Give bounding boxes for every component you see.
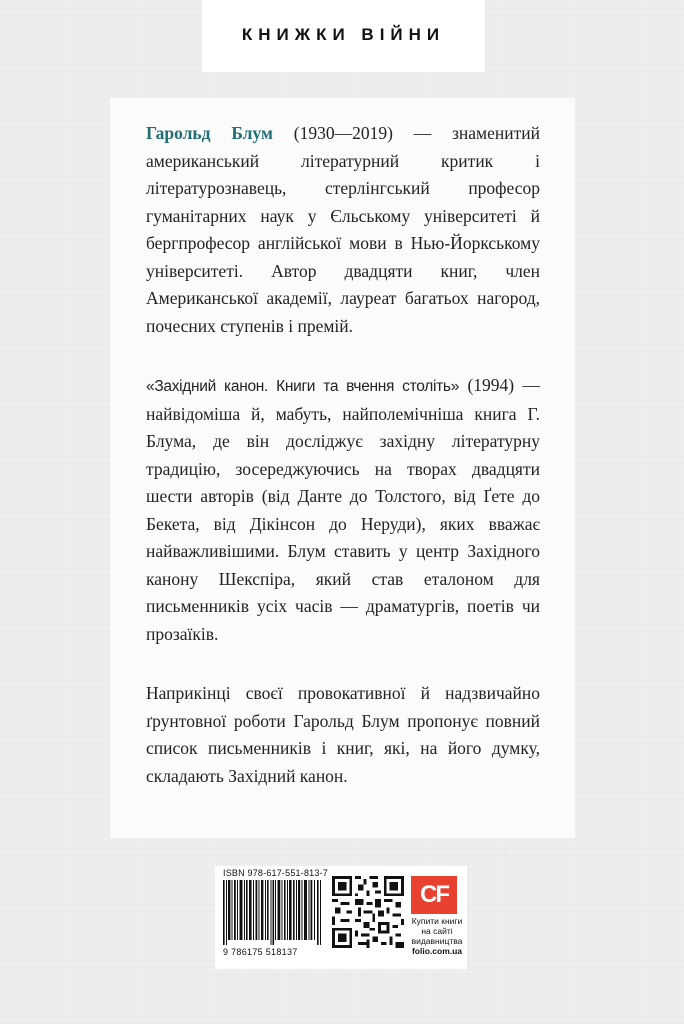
buy-line-1: Купити книги: [411, 916, 463, 926]
author-name: Гарольд Блум: [146, 123, 273, 143]
isbn-label: ISBN 978-617-551-813-7: [223, 868, 328, 878]
book-title: «Західний канон. Книги та вчення століть»: [146, 378, 460, 395]
buy-note: [408, 916, 466, 956]
publisher-site-link[interactable]: folio.com.ua: [411, 946, 463, 956]
book-paragraph: [146, 372, 540, 648]
series-header: [202, 0, 485, 72]
barcode-digits: 9 786175 518137: [223, 947, 298, 957]
conclusion-paragraph: Наприкінці своєї провокативної й надзвичайно ґрунтовної роботи Гарольд Блум пропонує повний список письменників і книг, які, на його думку, складають Західний канон.: [146, 683, 540, 786]
publisher-logo: CF: [411, 876, 457, 914]
barcode: [223, 880, 323, 945]
buy-line-2: на сайті: [421, 926, 453, 936]
qr-code[interactable]: [332, 876, 404, 948]
buy-line-3: видавництва: [411, 936, 463, 946]
series-title: КНИЖКИ ВІЙНИ: [241, 25, 446, 44]
book-description: (1994) — найвідоміша й, мабуть, найполемічніша книга Г. Блума, де він досліджує західну літературну традицію, зосереджуючись на творах двадцяти шести авторів (від Данте до Толстого, від Ґете до Бекета, від Дікінсон до Неруди), яких вважає найважливішими. Блум ставить у центр Західного канону Шекспіра, який став еталоном для письменників усіх часів — драматургів, поетів чи прозаїків.: [146, 375, 541, 644]
author-bio: (1930—2019) — знаменитий американський літературний критик і літературознавець, стерлінгський професор гуманітарних наук у Єльському університеті й бергпрофесор англійської мови в Нью-Йоркському університеті. Автор двадцяти книг, член Американської академії, лауреат багатьох нагород, почесних ступенів і премій.: [146, 123, 541, 336]
author-paragraph: [146, 120, 540, 340]
